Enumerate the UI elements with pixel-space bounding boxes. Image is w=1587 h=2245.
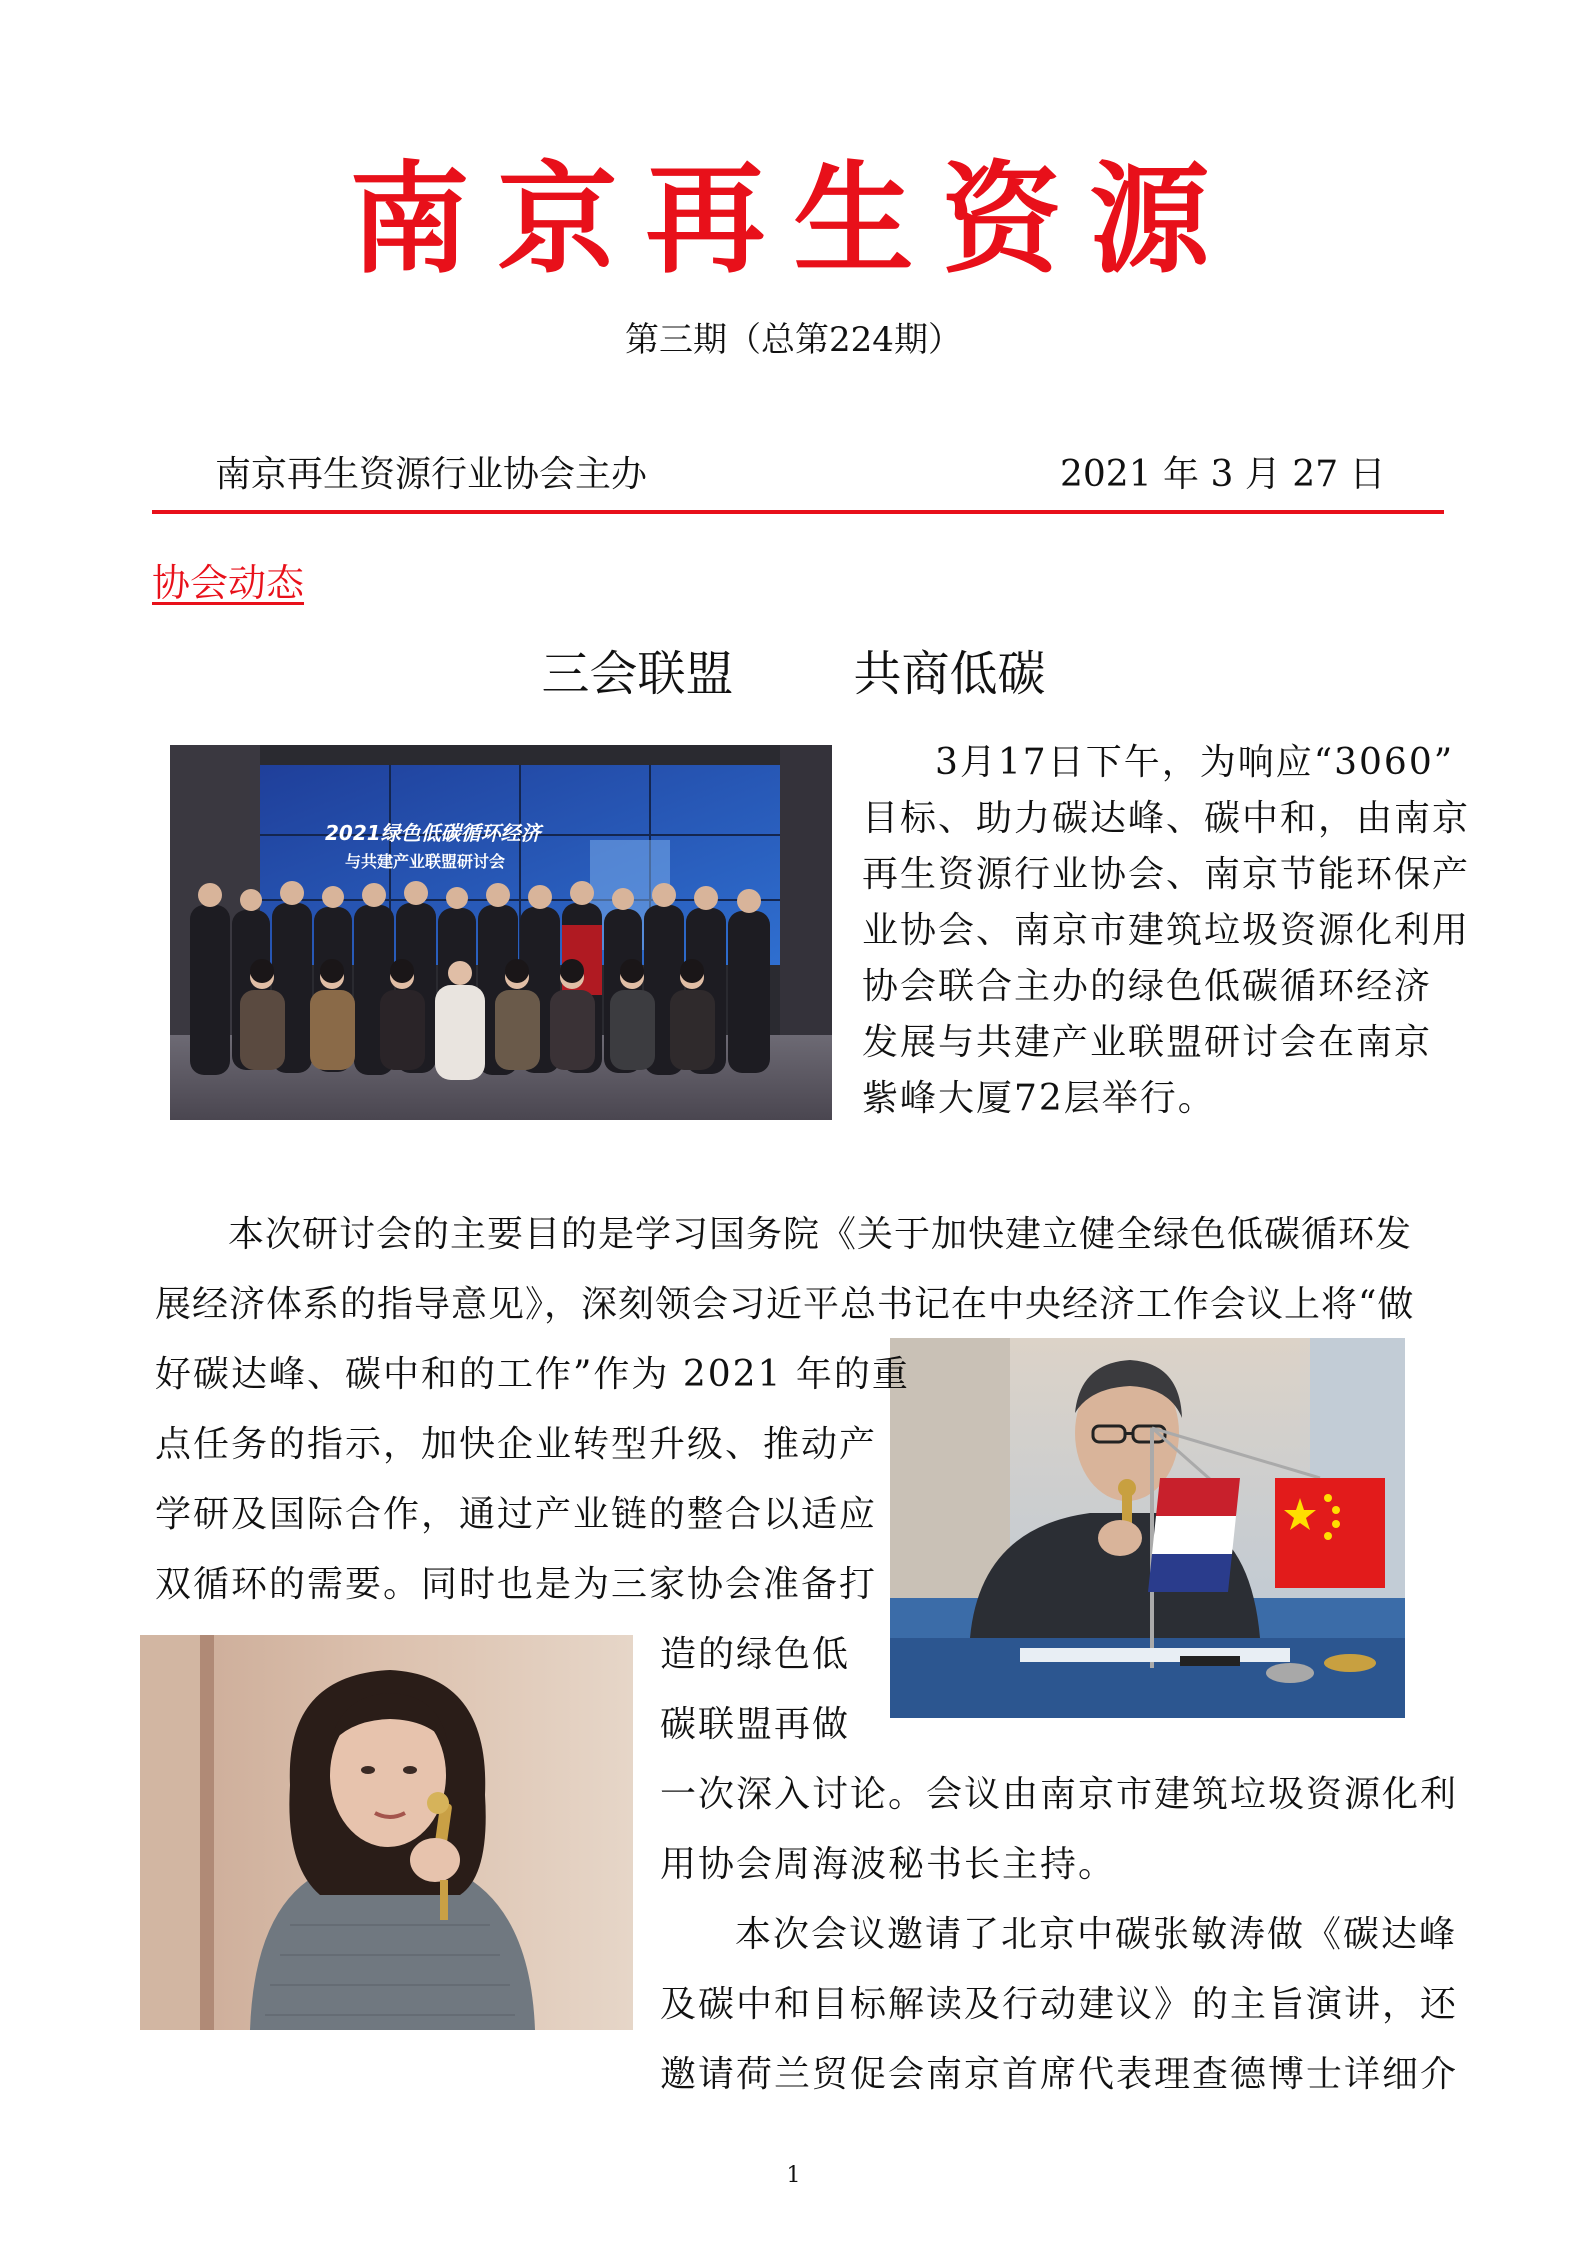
paragraph-3-line-1: 本次会议邀请了北京中碳张敏涛做《碳达峰 xyxy=(735,1914,1458,1955)
banner-title: 2021绿色低碳循环经济 xyxy=(325,821,541,845)
paragraph-1-line-6: 发展与共建产业联盟研讨会在南京 xyxy=(862,1022,1433,1063)
woman-speaker-photo xyxy=(140,1635,633,2030)
issue-number: 第三期（总第224期） xyxy=(625,320,962,360)
paragraph-1-line-2: 目标、助力碳达峰、碳中和，由南京 xyxy=(862,798,1471,839)
speaker-photo xyxy=(890,1338,1405,1718)
paragraph-3-line-3: 邀请荷兰贸促会南京首席代表理查德博士详细介 xyxy=(660,2054,1459,2095)
paragraph-2-line-6: 双循环的需要。同时也是为三家协会准备打 xyxy=(155,1564,878,1605)
headline-part2: 共商低碳 xyxy=(853,646,1046,702)
masthead-title: 南京再生资源 xyxy=(349,149,1238,290)
paragraph-3-line-2: 及碳中和目标解读及行动建议》的主旨演讲，还 xyxy=(660,1984,1459,2025)
publish-date: 2021 年 3 月 27 日 xyxy=(1060,454,1386,495)
paragraph-1-line-5: 协会联合主办的绿色低碳循环经济 xyxy=(862,966,1433,1007)
paragraph-1-line-4: 业协会、南京市建筑垃圾资源化利用 xyxy=(862,910,1471,951)
paragraph-1-line-1: 3月17日下午，为响应“3060” xyxy=(935,742,1455,783)
group-photo xyxy=(170,745,832,1120)
headline-part1: 三会联盟 xyxy=(541,646,734,702)
paragraph-1-line-3: 再生资源行业协会、南京节能环保产 xyxy=(862,854,1471,895)
banner-subtitle: 与共建产业联盟研讨会 xyxy=(345,852,506,871)
paragraph-2-line-10: 用协会周海波秘书长主持。 xyxy=(660,1844,1117,1885)
paragraph-2-line-8: 碳联盟再做 xyxy=(660,1704,851,1745)
paragraph-2-line-9: 一次深入讨论。会议由南京市建筑垃圾资源化利 xyxy=(660,1774,1459,1815)
paragraph-2-line-7: 造的绿色低 xyxy=(660,1634,851,1675)
section-title: 协会动态 xyxy=(152,561,305,605)
organizer: 南京再生资源行业协会主办 xyxy=(215,454,648,495)
paragraph-2-line-4: 点任务的指示，加快企业转型升级、推动产 xyxy=(155,1424,878,1465)
paragraph-1-line-7: 紫峰大厦72层举行。 xyxy=(862,1078,1216,1119)
page-number: 1 xyxy=(786,2163,801,2188)
paragraph-2-line-2: 展经济体系的指导意见》，深刻领会习近平总书记在中央经济工作会议上将“做 xyxy=(155,1284,1415,1325)
header-divider xyxy=(152,510,1444,514)
paragraph-2-line-5: 学研及国际合作，通过产业链的整合以适应 xyxy=(155,1494,878,1535)
paragraph-2-line-3: 好碳达峰、碳中和的工作”作为 2021 年的重 xyxy=(155,1354,910,1395)
article-headline xyxy=(0,635,1587,704)
paragraph-2-line-1: 本次研讨会的主要目的是学习国务院《关于加快建立健全绿色低碳循环发 xyxy=(228,1214,1413,1255)
